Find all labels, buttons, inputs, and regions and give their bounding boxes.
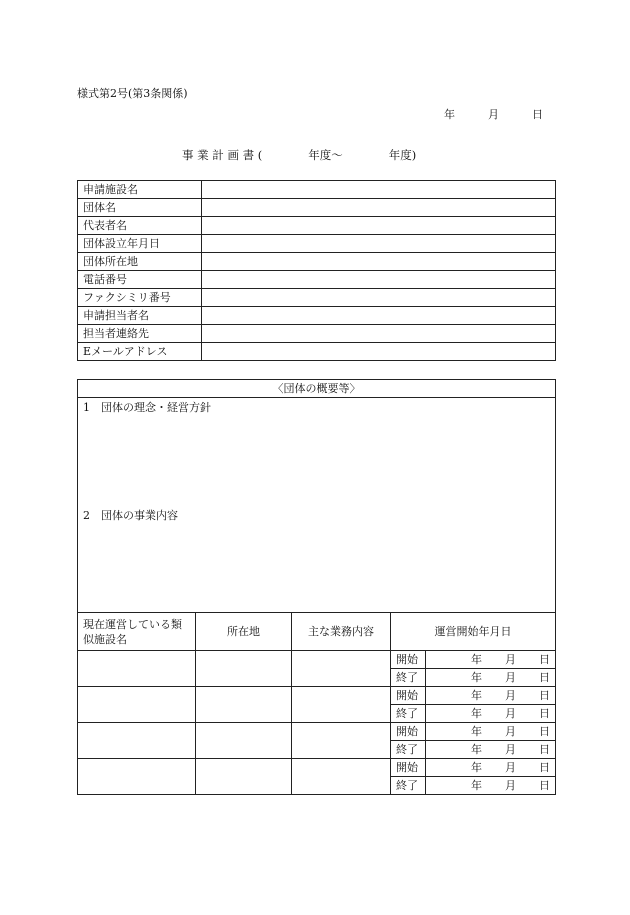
date-month-label: 月	[505, 653, 516, 666]
date-year-label: 年	[471, 671, 482, 684]
overview-heading: 〈団体の概要等〉	[78, 380, 556, 398]
facility-name-field[interactable]	[78, 723, 196, 759]
date-year: 年	[444, 108, 455, 121]
info-row	[78, 253, 556, 271]
applicant-info-table	[77, 180, 556, 361]
info-label: 電話番号	[78, 271, 202, 289]
start-label: 開始	[391, 759, 426, 777]
info-label: 申請施設名	[78, 181, 202, 199]
date-cell[interactable]	[426, 651, 556, 669]
info-value-field[interactable]	[202, 253, 556, 271]
date-year-label: 年	[471, 779, 482, 792]
document-title: 事 業 計 画 書 ( 年度〜 年度)	[182, 148, 417, 162]
date-cell[interactable]	[426, 723, 556, 741]
date-day-label: 日	[539, 689, 550, 702]
business-content-label: 2 団体の事業内容	[83, 509, 178, 522]
facility-business-field[interactable]	[292, 687, 391, 723]
info-value-field[interactable]	[202, 289, 556, 307]
date-day-label: 日	[539, 779, 550, 792]
info-value-field[interactable]	[202, 343, 556, 361]
facility-location-field[interactable]	[196, 651, 292, 687]
info-value-field[interactable]	[202, 217, 556, 235]
info-label: 申請担当者名	[78, 307, 202, 325]
date-day-label: 日	[539, 671, 550, 684]
date-year-label: 年	[471, 761, 482, 774]
form-number: 様式第2号(第3条関係)	[77, 87, 188, 100]
facility-business-field[interactable]	[292, 651, 391, 687]
info-row	[78, 289, 556, 307]
facility-location-field[interactable]	[196, 687, 292, 723]
date-month: 月	[488, 108, 499, 121]
date-cell[interactable]	[426, 687, 556, 705]
date-day-label: 日	[539, 707, 550, 720]
info-row	[78, 181, 556, 199]
info-value-field[interactable]	[202, 271, 556, 289]
submission-date	[444, 106, 543, 122]
info-label: 団体名	[78, 199, 202, 217]
date-cell[interactable]	[426, 705, 556, 723]
facility-name-field[interactable]	[78, 759, 196, 795]
date-day-label: 日	[539, 725, 550, 738]
date-month-label: 月	[505, 689, 516, 702]
date-day: 日	[532, 108, 543, 121]
similar-facilities-table	[77, 612, 556, 795]
info-row	[78, 271, 556, 289]
date-month-label: 月	[505, 707, 516, 720]
date-cell[interactable]	[426, 669, 556, 687]
facility-row	[78, 759, 556, 777]
philosophy-label: 1 団体の理念・経営方針	[83, 401, 211, 414]
date-month-label: 月	[505, 725, 516, 738]
end-label: 終了	[391, 777, 426, 795]
start-label: 開始	[391, 723, 426, 741]
info-row	[78, 217, 556, 235]
date-month-label: 月	[505, 761, 516, 774]
date-day-label: 日	[539, 761, 550, 774]
facility-row	[78, 651, 556, 669]
date-month-label: 月	[505, 743, 516, 756]
facility-name-field[interactable]	[78, 651, 196, 687]
facility-location-header: 所在地	[196, 613, 292, 651]
facility-business-field[interactable]	[292, 723, 391, 759]
info-label: 団体設立年月日	[78, 235, 202, 253]
info-value-field[interactable]	[202, 325, 556, 343]
date-cell[interactable]	[426, 777, 556, 795]
date-day-label: 日	[539, 743, 550, 756]
facility-name-field[interactable]	[78, 687, 196, 723]
date-year-label: 年	[471, 689, 482, 702]
info-label: 担当者連絡先	[78, 325, 202, 343]
info-label: Eメールアドレス	[78, 343, 202, 361]
date-year-label: 年	[471, 653, 482, 666]
info-value-field[interactable]	[202, 181, 556, 199]
facility-row	[78, 687, 556, 705]
facility-location-field[interactable]	[196, 759, 292, 795]
date-year-label: 年	[471, 725, 482, 738]
info-row	[78, 199, 556, 217]
end-label: 終了	[391, 669, 426, 687]
info-row	[78, 235, 556, 253]
date-month-label: 月	[505, 779, 516, 792]
facility-location-field[interactable]	[196, 723, 292, 759]
info-label: 団体所在地	[78, 253, 202, 271]
facility-row	[78, 723, 556, 741]
start-label: 開始	[391, 651, 426, 669]
info-value-field[interactable]	[202, 199, 556, 217]
info-value-field[interactable]	[202, 307, 556, 325]
date-year-label: 年	[471, 743, 482, 756]
date-cell[interactable]	[426, 741, 556, 759]
facility-start-date-header: 運営開始年月日	[391, 613, 556, 651]
info-row	[78, 325, 556, 343]
date-cell[interactable]	[426, 759, 556, 777]
date-year-label: 年	[471, 707, 482, 720]
organization-overview	[77, 379, 556, 613]
facility-business-field[interactable]	[292, 759, 391, 795]
start-label: 開始	[391, 687, 426, 705]
facility-business-header: 主な業務内容	[292, 613, 391, 651]
facility-name-header: 現在運営している類似施設名	[78, 613, 196, 651]
end-label: 終了	[391, 705, 426, 723]
info-label: 代表者名	[78, 217, 202, 235]
info-label: ファクシミリ番号	[78, 289, 202, 307]
info-value-field[interactable]	[202, 235, 556, 253]
date-day-label: 日	[539, 653, 550, 666]
overview-content-box[interactable]	[78, 398, 556, 613]
date-month-label: 月	[505, 671, 516, 684]
info-row	[78, 343, 556, 361]
end-label: 終了	[391, 741, 426, 759]
info-row	[78, 307, 556, 325]
